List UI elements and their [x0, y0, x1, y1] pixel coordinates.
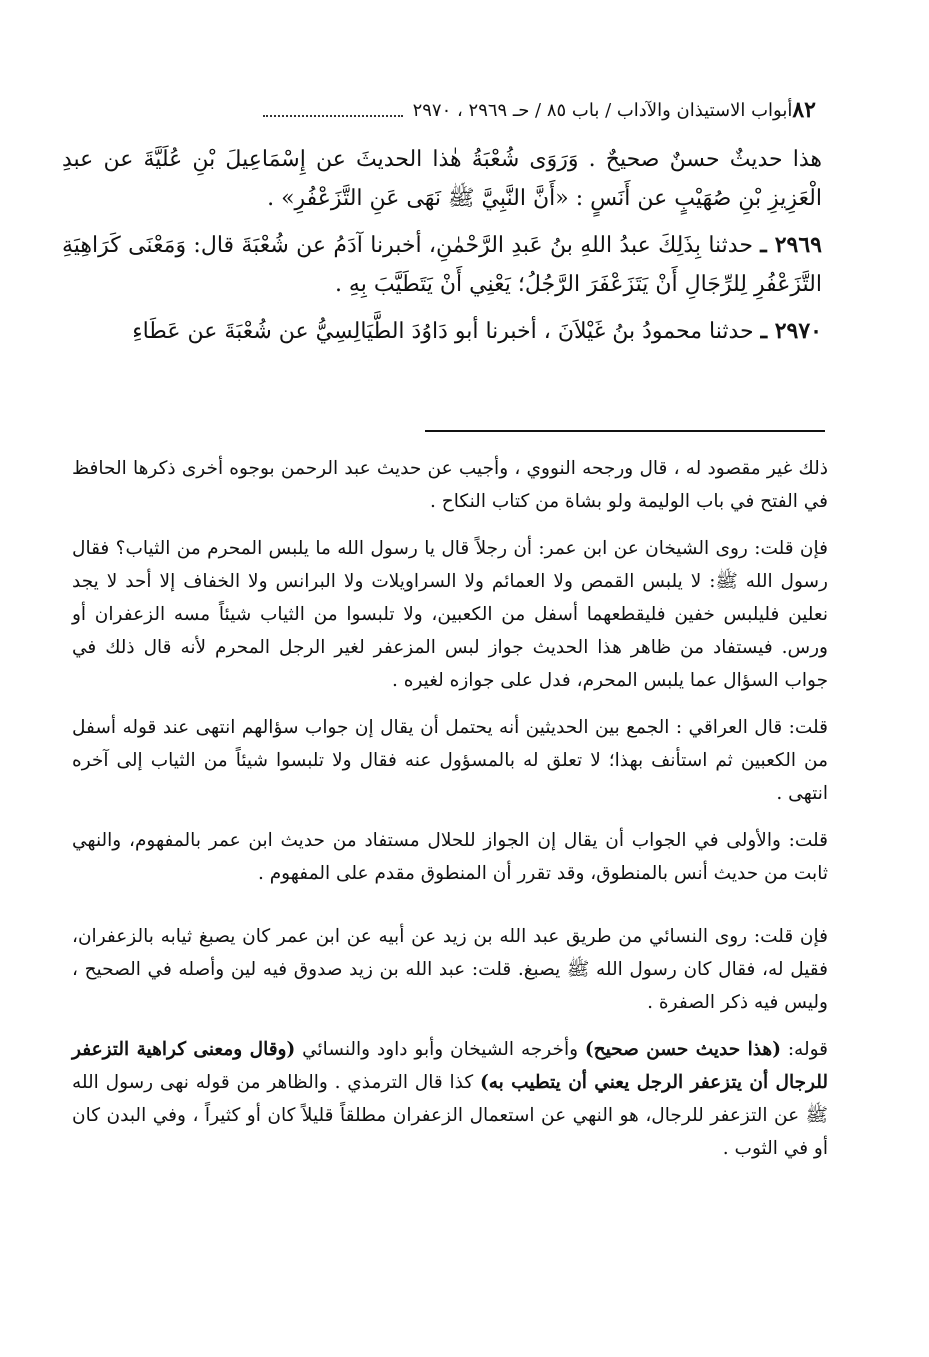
quoted-text: (وقال ومعنى كراهية التزعفر للرجال أن يتزعفر الرجل يعني أن يتطيب به)	[72, 1039, 829, 1093]
commentary-paragraph-4: قلت: والأولى في الجواب أن يقال إن الجواز للحلال مستفاد من حديث ابن عمر بالمفهوم، والنهي ثابت من حديث أنس بالمنطوق، وقد تقرر أن المنطوق مقدم على المفهوم .	[72, 830, 828, 884]
main-text	[62, 140, 822, 359]
commentary-text: وأخرجه الشيخان وأبو داود والنسائي	[295, 1039, 585, 1060]
commentary-paragraph-3: قلت: قال العراقي : الجمع بين الحديثين أنه يحتمل أن يقال إن جواب سؤالهم انتهى عند قوله أسفل من الكعبين ثم استأنف بهذا؛ لا تعلق له بالمسؤول عنه فقال ولا تلبسوا شيئاً من الثياب إلى آخره انتهى .	[72, 717, 828, 804]
main-paragraph-1: هذا حديثٌ حسنٌ صحيحٌ . وَرَوَى شُعْبَةُ هٰذا الحديثَ عن إِسْمَاعِيلَ بْنِ عُلَيَّةَ عن عبدِ الْعَزِيزِ بْنِ صُهَيْبٍ عن أَنَسٍ : «أَنَّ النَّبِيَّ ﷺ نَهَى عَنِ التَّزَعْفُرِ» .	[62, 147, 822, 211]
quoted-text: (هذا حديث حسن صحيح)	[584, 1039, 781, 1060]
footnote-divider	[425, 430, 825, 432]
commentary	[72, 452, 828, 1179]
commentary-paragraph-5: فإن قلت: روى النسائي من طريق عبد الله بن زيد عن أبيه عن ابن عمر كان يصبغ ثيابه بالزعفران، فقيل له، فقال كان رسول الله ﷺ يصبغ. قلت: عبد الله بن زيد صدوق فيه لين وأصله في الصحيح ، وليس فيه ذكر الصفرة .	[72, 926, 828, 1013]
hadith-text: حدثنا بِذَلِكَ عبدُ اللهِ بنُ عَبدِ الرَّحْمٰنِ، أخبرنا آدَمُ عن شُعْبَةَ قال: وَمَعْنَى كَرَاهِيَةِ التَّزَعْفُرِ لِلرِّجَالِ أَنْ يَتَزَعْفَرَ الرَّجُلُ؛ يَعْنِي أَنْ يَتَطَيَّبَ بِهِ .	[62, 233, 822, 297]
hadith-text: حدثنا محمودُ بنُ غَيْلاَنَ ، أخبرنا أبو دَاوُدَ الطَّيَالِسِيُّ عن شُعْبَةَ عن عَطَاءِ	[132, 319, 754, 344]
hadith-number: ٢٩٦٩ ـ	[760, 232, 822, 258]
commentary-text: كذا قال الترمذي . والظاهر من قوله نهى رسول الله ﷺ عن التزعفر للرجال، هو النهي عن استعمال الزعفران مطلقاً قليلاً كان أو كثيراً ، وفي البدن كان أو في الثوب .	[72, 1072, 828, 1159]
commentary-paragraph-6	[72, 1033, 828, 1165]
header-dotted-leader	[263, 103, 403, 117]
commentary-text: قوله:	[780, 1039, 829, 1060]
hadith-2970	[62, 312, 822, 351]
hadith-number: ٢٩٧٠ ـ	[760, 318, 822, 344]
page-number: ٨٢	[792, 97, 816, 123]
commentary-paragraph-1: ذلك غير مقصود له ، قال ورجحه النووي ، وأجيب عن حديث عبد الرحمن بوجوه أخرى ذكرها الحافظ في الفتح في باب الوليمة ولو بشاة من كتاب النكاح .	[72, 458, 828, 512]
commentary-paragraph-2: فإن قلت: روى الشيخان عن ابن عمر: أن رجلاً قال يا رسول الله ما يلبس المحرم من الثياب؟ فقال رسول الله ﷺ: لا يلبس القمص ولا العمائم ولا السراويلات ولا البرانس ولا الخفاف إلا أحد لا يجد نعلين فليلبس خفين فليقطعهما أسفل من الكعبين، ولا تلبسوا من الثياب شيئاً مسه الزعفران أو ورس. فيستفاد من ظاهر هذا الحديث جواز لبس المزعفر لغير الرجل المحرم لأنه قال ذلك في جواب السؤال عما يلبس المحرم، فدل على جوازه لغيره .	[72, 538, 828, 691]
running-title: أبواب الاستيذان والآداب / باب ٨٥ / حـ ٢٩٦٩ ، ٢٩٧٠	[412, 99, 793, 121]
hadith-2969	[62, 226, 822, 304]
page-header	[70, 92, 816, 128]
